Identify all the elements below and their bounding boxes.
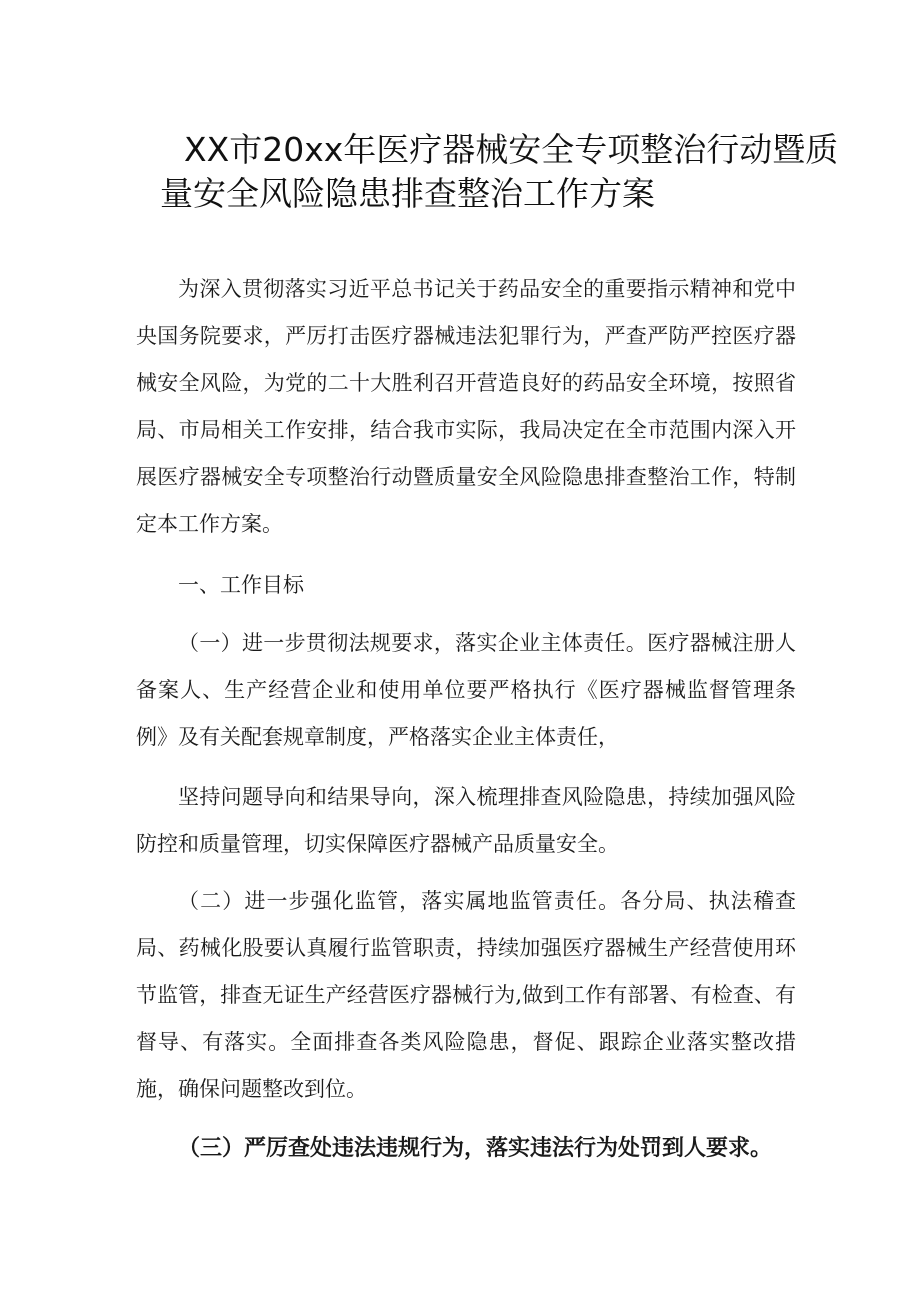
item-2-paragraph: （二）进一步强化监管，落实属地监管责任。各分局、执法稽查局、药械化股要认真履行监管职责，持续加强医疗器械生产经营使用环节监管，排查无证生产经营医疗器械行为,做到工作有部署、有检查、有督导、有落实。全面排查各类风险隐患，督促、跟踪企业落实整改措施，确保问题整改到位。 [136, 889, 796, 1101]
item-1-continuation-paragraph: 坚持问题导向和结果导向，深入梳理排查风险隐患，持续加强风险防控和质量管理，切实保障医疗器械产品质量安全。 [136, 785, 796, 856]
title-line-2: 量安全风险隐患排查整治工作方案 [160, 174, 655, 213]
item-1-paragraph: （一）进一步贯彻法规要求，落实企业主体责任。医疗器械注册人备案人、生产经营企业和使用单位要严格执行《医疗器械监督管理条例》及有关配套规章制度，严格落实企业主体责任， [136, 631, 796, 749]
item-3-heading: （三）严厉查处违法违规行为，落实违法行为处罚到人要求。 [178, 1135, 773, 1161]
intro-paragraph: 为深入贯彻落实习近平总书记关于药品安全的重要指示精神和党中央国务院要求，严厉打击医疗器械违法犯罪行为，严查严防严控医疗器械安全风险，为党的二十大胜利召开营造良好的药品安全环境，按照省局、市局相关工作安排，结合我市实际，我局决定在全市范围内深入开展医疗器械安全专项整治行动暨质量安全风险隐患排查整治工作，特制定本工作方案。 [136, 277, 796, 536]
document-title [160, 128, 839, 216]
section-heading-goals: 一、工作目标 [178, 573, 304, 597]
title-line-1: XX市20xx年医疗器械安全专项整治行动暨质 [184, 130, 839, 169]
